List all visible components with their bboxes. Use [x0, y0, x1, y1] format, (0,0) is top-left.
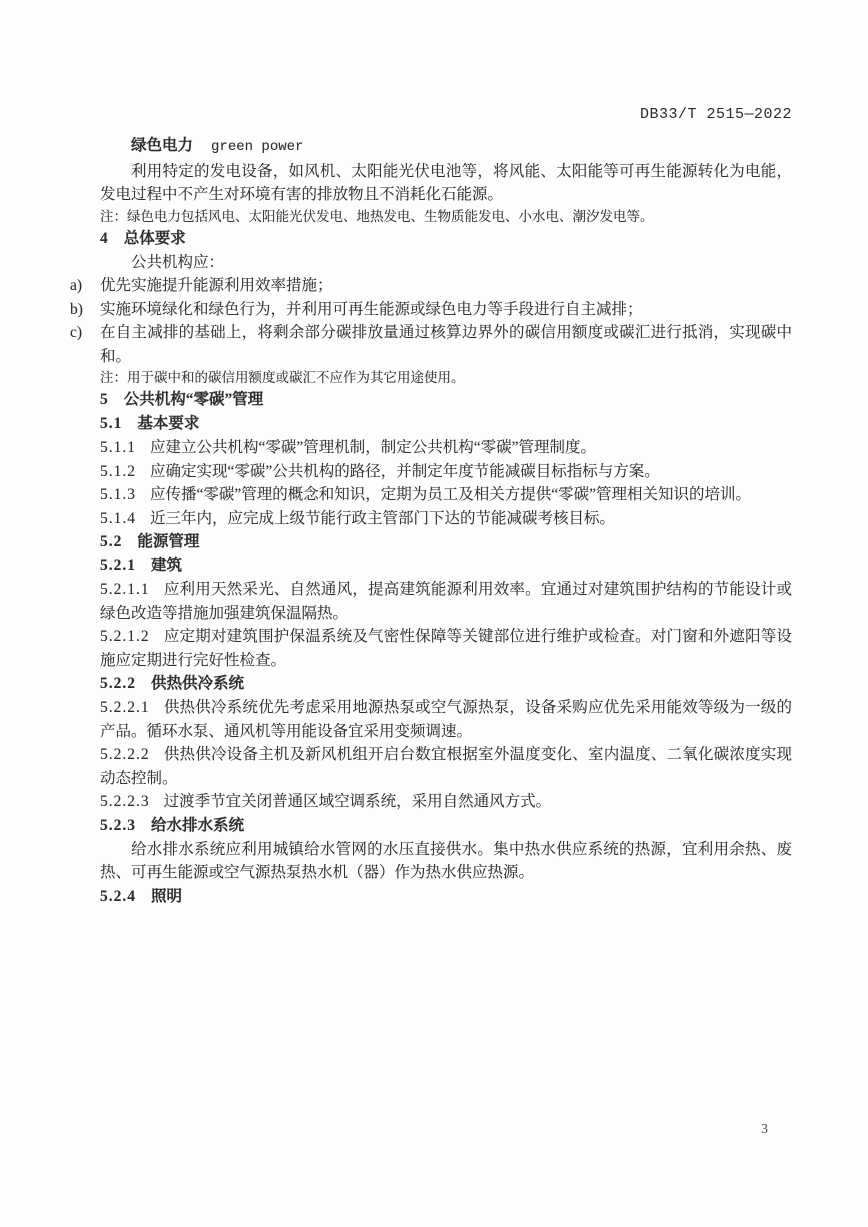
paragraph: 给水排水系统应利用城镇给水管网的水压直接供水。集中热水供应系统的热源，宜利用余热、废热、可再生能源或空气源热泵热水机（器）作为热水供应热源。: [100, 840, 792, 881]
clause-5.1.1: [100, 436, 792, 460]
clause-5.1.2: [100, 460, 792, 484]
clause-text: 应确定实现“零碳”公共机构的路径，并制定年度节能减碳目标指标与方案。: [150, 462, 660, 480]
term-cn: 绿色电力: [131, 137, 194, 154]
clause-text: 供热供冷设备主机及新风机组开启台数宜根据室外温度变化、室内温度、二氧化碳浓度实现动态控制。: [100, 746, 792, 787]
clause-5.1.3: [100, 483, 792, 507]
note: 注：用于碳中和的碳信用额度或碳汇不应作为其它用途使用。: [100, 370, 465, 385]
list-item-a: [70, 274, 792, 298]
clause-5.2.2.2: [100, 743, 792, 790]
section-number: 5.2.3: [100, 816, 136, 834]
clause-text: 应利用天然采光、自然通风，提高建筑能源利用效率。宜通过对建筑围护结构的节能设计或绿色改造等措施加强建筑保温隔热。: [100, 581, 792, 622]
section-heading-5.2.3: [100, 814, 792, 838]
page-number: 3: [761, 1122, 768, 1137]
section-number: 5: [100, 391, 109, 408]
section-heading-5.2.2: [100, 672, 792, 696]
section-title: 能源管理: [137, 533, 200, 550]
clause-5.2.1.2: [100, 625, 792, 672]
note: 注：绿色电力包括风电、太阳能光伏发电、地热发电、生物质能发电、小水电、潮汐发电等。: [100, 208, 654, 224]
clause-5.2.2.3: [100, 790, 792, 814]
clause-number: 5.1.4: [100, 509, 136, 527]
list-item-text: 优先实施提升能源利用效率措施；: [100, 277, 333, 294]
section-number: 5.2.2: [100, 675, 136, 692]
list-item-c: [70, 321, 792, 368]
paragraph: 利用特定的发电设备，如风机、太阳能光伏电池等，将风能、太阳能等可再生能源转化为电能，发电过程中不产生对环境有害的排放物且不消耗化石能源。: [100, 162, 792, 203]
list-item-text: 在自主减排的基础上，将剩余部分碳排放量通过核算边界外的碳信用额度或碳汇进行抵消，实现碳中和。: [100, 324, 792, 365]
section-number: 5.2.1: [100, 557, 136, 574]
clause-number: 5.1.1: [100, 439, 136, 456]
section-title: 公共机构“零碳”管理: [123, 391, 264, 408]
clause-number: 5.2.2.3: [100, 793, 150, 810]
section-title: 总体要求: [123, 229, 186, 247]
section-title: 照明: [151, 887, 183, 905]
doc-number: DB33/T 2515—2022: [639, 106, 792, 123]
clause-number: 5.2.1.1: [100, 581, 150, 598]
clause-number: 5.1.2: [100, 462, 136, 480]
section-title: 基本要求: [137, 415, 200, 432]
section-number: 4: [100, 229, 109, 247]
list-marker: b): [70, 300, 83, 318]
list-marker: c): [70, 324, 83, 341]
paragraph: 公共机构应：: [131, 253, 225, 271]
section-heading-5.2.1: [100, 554, 792, 578]
clause-number: 5.2.1.2: [100, 628, 150, 645]
section-title: 供热供冷系统: [151, 675, 245, 692]
clause-number: 5.1.3: [100, 486, 136, 503]
clause-5.2.1.1: [100, 578, 792, 625]
clause-text: 过渡季节宜关闭普通区域空调系统，采用自然通风方式。: [163, 793, 552, 810]
list-item-b: [70, 298, 792, 322]
section-number: 5.1: [100, 415, 123, 432]
section-heading-5.2.4: [100, 885, 792, 909]
section-heading-5.1: [100, 412, 792, 436]
clause-text: 供热供冷系统优先考虑采用地源热泵或空气源热泵，设备采购应优先采用能效等级为一级的产品。循环水泵、通风机等用能设备宜采用变频调速。: [100, 699, 792, 740]
term-en: green power: [211, 139, 304, 155]
list-marker: a): [70, 277, 83, 294]
clause-text: 应传播“零碳”管理的概念和知识，定期为员工及相关方提供“零碳”管理相关知识的培训。: [150, 486, 752, 503]
section-heading-5.2: [100, 530, 792, 554]
clause-text: 应定期对建筑围护保温系统及气密性保障等关键部位进行维护或检查。对门窗和外遮阳等设施应定期进行完好性检查。: [100, 628, 792, 669]
content: [70, 134, 792, 909]
section-heading-4: [100, 227, 792, 251]
clause-5.2.2.1: [100, 696, 792, 743]
section-number: 5.2: [100, 533, 123, 550]
clause-5.1.4: [100, 507, 792, 531]
clause-text: 近三年内，应完成上级节能行政主管部门下达的节能减碳考核目标。: [150, 509, 616, 527]
section-title: 给水排水系统: [151, 816, 245, 834]
term-definition-heading: [100, 134, 792, 160]
section-number: 5.2.4: [100, 887, 136, 905]
clause-number: 5.2.2.1: [100, 699, 150, 716]
section-heading-5: [100, 388, 792, 412]
clause-text: 应建立公共机构“零碳”管理机制，制定公共机构“零碳”管理制度。: [150, 439, 597, 456]
clause-number: 5.2.2.2: [100, 746, 150, 763]
section-title: 建筑: [151, 557, 183, 574]
list-item-text: 实施环境绿化和绿色行为，并利用可再生能源或绿色电力等手段进行自主减排；: [100, 300, 643, 318]
